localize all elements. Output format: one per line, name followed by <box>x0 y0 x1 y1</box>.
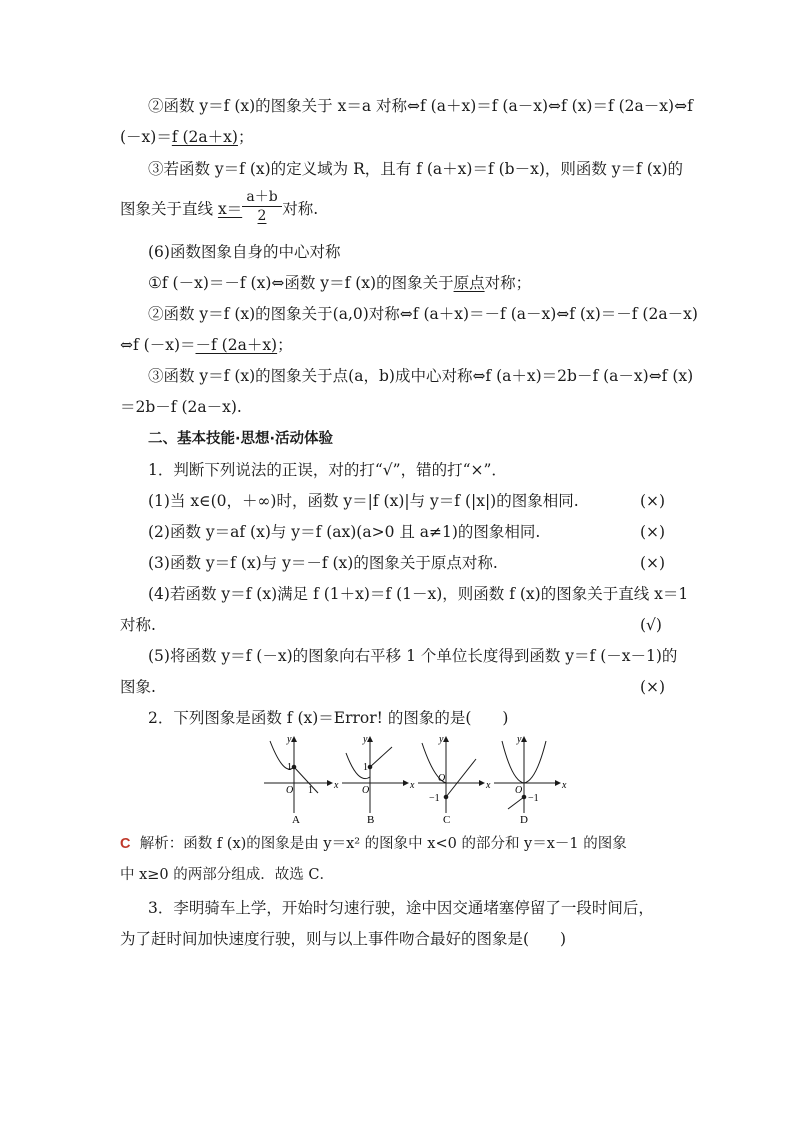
text-fragment: ； <box>277 336 293 354</box>
graph-d <box>494 737 560 813</box>
graph-d-neg-one: −1 <box>528 793 539 804</box>
graph-d-y-label: y <box>517 734 522 745</box>
graph-b-one: 1 <box>363 762 368 773</box>
statement-5-cont: 图象. <box>120 678 156 696</box>
graph-a-x-label: x <box>334 780 339 791</box>
text-line <box>120 199 318 219</box>
graph-b-y-label: y <box>363 734 368 745</box>
answer-choice: C <box>120 836 131 852</box>
graph-c-label: C <box>443 814 451 825</box>
fraction-numerator: a＋b <box>242 189 282 207</box>
graph-c-neg-one: −1 <box>429 793 440 804</box>
answer-mark-5: (×) <box>640 678 666 696</box>
graph-a-one-x: 1 <box>308 785 313 796</box>
text-line <box>148 273 531 293</box>
graph-b <box>342 737 408 813</box>
graph-c-origin: O <box>438 773 446 784</box>
graph-d-origin: O <box>515 785 523 796</box>
text-line: ③若函数 y＝f (x)的定义域为 R，且有 f (a＋x)＝f (b－x)，则函数 y＝f (x)的 <box>148 160 684 178</box>
statement-5: (5)将函数 y＝f (－x)的图象向右平移 1 个单位长度得到函数 y＝f (－x－1)的 <box>148 647 678 665</box>
text-line: (6)函数图象自身的中心对称 <box>148 243 341 261</box>
fraction-a-plus-b-over-2 <box>242 189 282 224</box>
graph-d-label: D <box>520 814 528 825</box>
text-fragment: 对称. <box>282 200 319 218</box>
graph-b-x-label: x <box>410 780 415 791</box>
answer-mark-4: (√) <box>640 616 662 634</box>
text-line <box>120 127 253 147</box>
solution-text: 解析：函数 f (x)的图象是由 y＝x² 的图象中 x<0 的部分和 y＝x－1 的图象 <box>139 836 627 852</box>
solution-line <box>120 834 627 854</box>
fraction-denominator: 2 <box>257 208 267 224</box>
solution-line-2: 中 x≥0 的两部分组成．故选 C． <box>120 867 334 883</box>
graph-a-label: A <box>292 814 300 825</box>
answer-blank: 原点 <box>453 274 485 292</box>
graph-d-x-label: x <box>562 780 567 791</box>
text-line: ②函数 y＝f (x)的图象关于 x＝a 对称⇔f (a＋x)＝f (a－x)⇔f (x)＝f (2a－x)⇔f <box>148 97 693 115</box>
text-fragment: ⇔f (－x)＝ <box>120 336 196 354</box>
statement-1: (1)当 x∈(0，＋∞)时，函数 y＝|f (x)|与 y＝f (|x|)的图象相同. <box>148 492 579 510</box>
text-line: ③函数 y＝f (x)的图象关于点(a，b)成中心对称⇔f (a＋x)＝2b－f (a－x)⇔f (x) <box>148 367 694 385</box>
answer-blank: －f (2a＋x) <box>195 336 278 354</box>
graph-b-label: B <box>367 814 375 825</box>
text-fragment: 图象关于直线 <box>120 200 218 218</box>
graph-b-origin: O <box>362 785 370 796</box>
answer-blank: f (2a＋x) <box>171 128 238 146</box>
answer-mark-3: (×) <box>640 554 666 572</box>
text-fragment: ①f (－x)＝－f (x)⇔函数 y＝f (x)的图象关于 <box>148 274 454 292</box>
statement-2: (2)函数 y＝af (x)与 y＝f (ax)(a>0 且 a≠1)的图象相同. <box>148 523 541 541</box>
statement-4: (4)若函数 y＝f (x)满足 f (1＋x)＝f (1－x)，则函数 f (x)的图象关于直线 x＝1 <box>148 585 689 603</box>
option-graphs-svg <box>262 733 572 825</box>
question-2: 2．下列图象是函数 f (x)＝Error! 的图象的是( ) <box>148 709 509 727</box>
text-fragment: ； <box>237 128 254 146</box>
statement-3: (3)函数 y＝f (x)与 y＝－f (x)的图象关于原点对称. <box>148 554 498 572</box>
section-heading: 二、基本技能·思想·活动体验 <box>148 431 334 447</box>
graph-a <box>264 737 332 813</box>
answer-mark-1: (×) <box>640 492 666 510</box>
text-line <box>120 335 293 355</box>
text-fragment: 对称； <box>484 274 532 292</box>
question-3: 3．李明骑车上学，开始时匀速行驶，途中因交通堵塞停留了一段时间后， <box>148 899 654 917</box>
graph-a-one: 1 <box>287 762 292 773</box>
text-fragment: (－x)＝ <box>120 128 172 146</box>
question-3-cont: 为了赶时间加快速度行驶，则与以上事件吻合最好的图象是( ) <box>120 930 567 948</box>
graph-c <box>418 737 484 813</box>
graph-a-y-label: y <box>287 734 292 745</box>
option-graphs <box>262 733 572 825</box>
graph-c-y-label: y <box>439 734 444 745</box>
question-1: 1．判断下列说法的正误，对的打“√”，错的打“×”． <box>148 461 507 479</box>
answer-blank: x＝ <box>217 200 243 218</box>
statement-4-cont: 对称. <box>120 616 156 634</box>
text-line: ＝2b－f (2a－x). <box>120 398 242 416</box>
answer-mark-2: (×) <box>640 523 666 541</box>
graph-a-origin: O <box>286 785 294 796</box>
text-line: ②函数 y＝f (x)的图象关于(a,0)对称⇔f (a＋x)＝－f (a－x)⇔f (x)＝－f (2a－x) <box>148 305 698 323</box>
graph-c-x-label: x <box>486 780 491 791</box>
